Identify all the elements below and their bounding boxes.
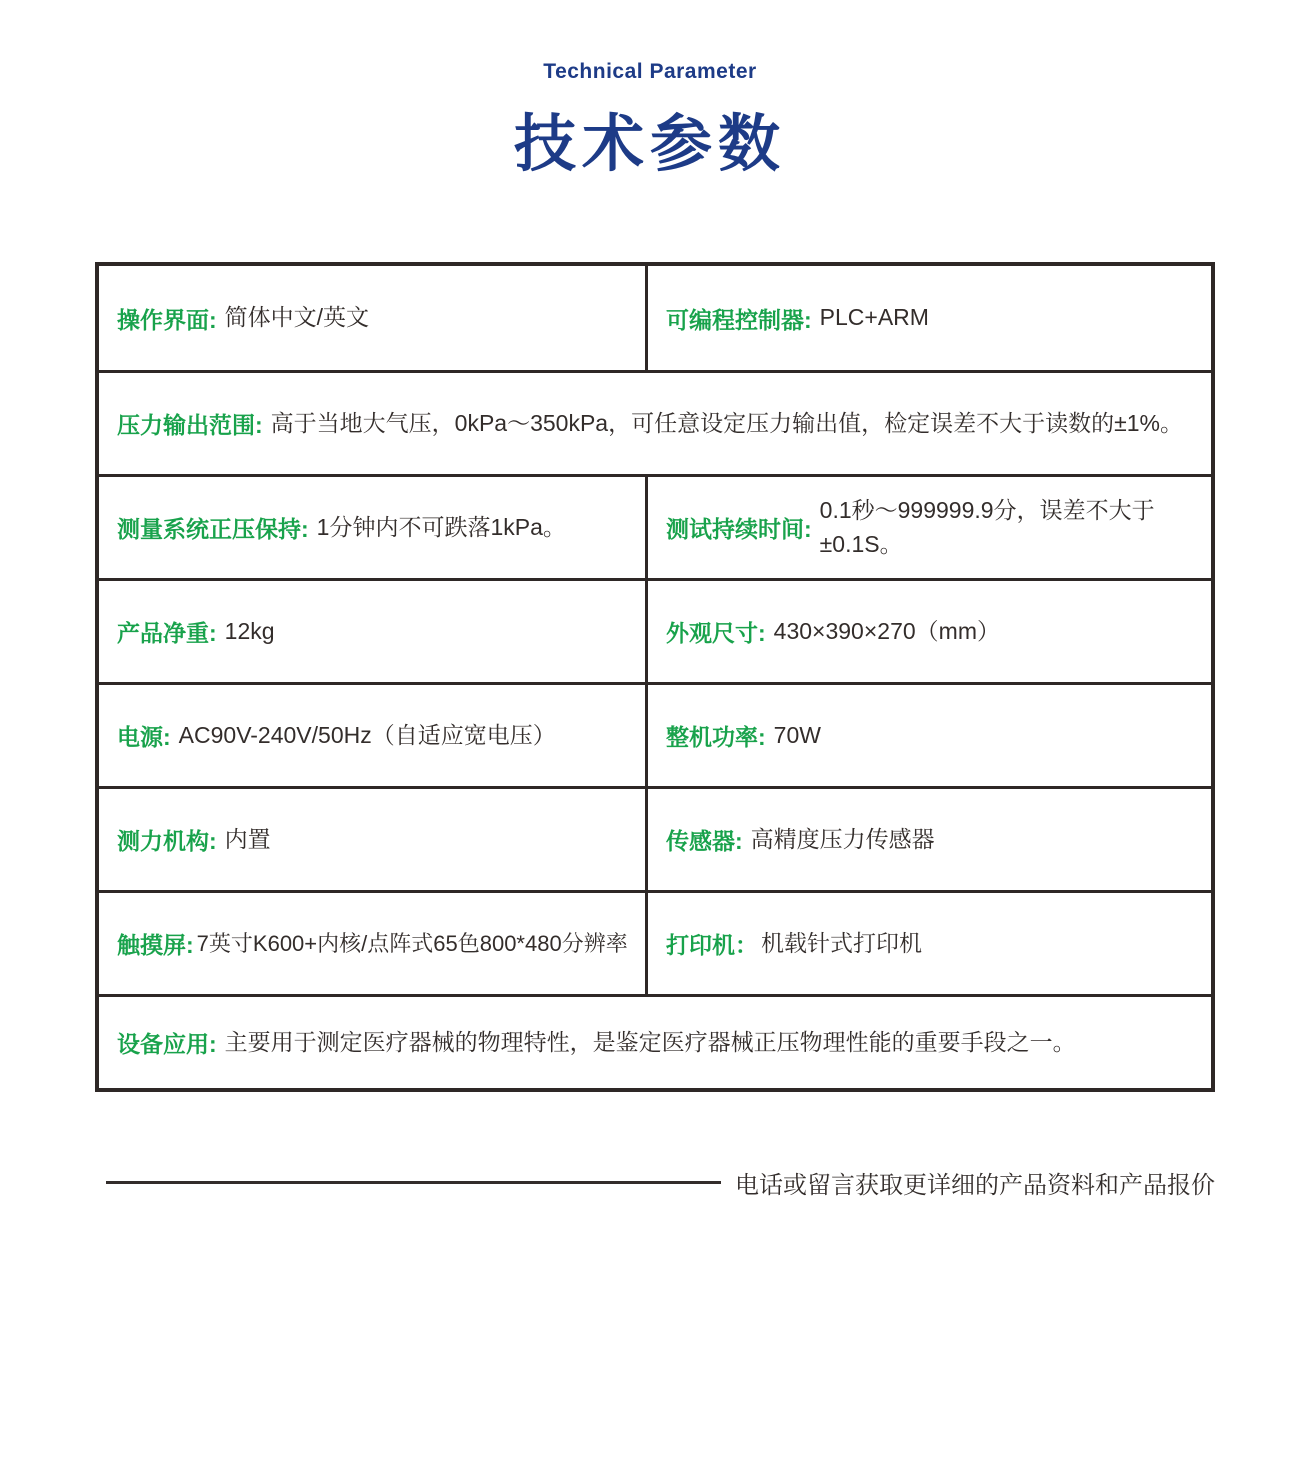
spec-cell-power xyxy=(648,685,1211,786)
spec-value: AC90V-240V/50Hz（自适应宽电压） xyxy=(178,721,556,748)
spec-cell-printer xyxy=(648,893,1211,994)
spec-label: 产品净重: xyxy=(117,620,217,646)
spec-cell-force-mechanism xyxy=(99,789,648,890)
spec-row-weight xyxy=(99,578,1211,682)
spec-cell-power-supply xyxy=(99,685,648,786)
spec-cell-pressure-hold xyxy=(99,477,648,578)
spec-value: 高于当地大气压，0kPa～350kPa，可任意设定压力输出值，检定误差不大于读数的±1%。 xyxy=(270,409,1183,436)
footer xyxy=(95,1157,1215,1207)
spec-label: 可编程控制器: xyxy=(666,306,812,333)
spec-label: 设备应用: xyxy=(117,1031,217,1057)
spec-value: 0.1秒～999999.9分，误差不大于±0.1S。 xyxy=(819,497,1155,557)
spec-label: 测力机构: xyxy=(117,828,217,854)
spec-row-touchscreen xyxy=(99,890,1211,994)
spec-row-pressure-hold xyxy=(99,474,1211,578)
spec-cell-weight xyxy=(99,581,648,682)
spec-cell-sensor xyxy=(648,789,1211,890)
spec-label: 整机功率: xyxy=(666,724,766,750)
spec-label: 打印机： xyxy=(666,932,758,958)
spec-label: 测试持续时间: xyxy=(666,516,812,542)
spec-row-force-mechanism xyxy=(99,786,1211,890)
spec-row-pressure-range xyxy=(99,370,1211,474)
spec-value: 7英寸K600+内核/点阵式65色800*480分辨率 xyxy=(196,930,628,956)
spec-value: 70W xyxy=(773,721,821,748)
spec-cell-touchscreen xyxy=(99,893,648,994)
spec-row-interface xyxy=(99,266,1211,370)
spec-value: 12kg xyxy=(224,617,275,644)
spec-cell-interface xyxy=(99,266,648,370)
spec-value: 简体中文/英文 xyxy=(224,304,370,331)
spec-label: 测量系统正压保持: xyxy=(117,516,309,542)
spec-value: 机载针式打印机 xyxy=(761,929,922,956)
spec-cell-application xyxy=(99,997,1211,1088)
spec-value: 430×390×270（mm） xyxy=(773,617,1000,644)
spec-label: 操作界面: xyxy=(117,306,217,333)
spec-row-application xyxy=(99,994,1211,1088)
spec-table xyxy=(95,262,1215,1092)
subtitle-en: Technical Parameter xyxy=(543,60,757,83)
spec-cell-controller xyxy=(648,266,1211,370)
contact-note: 电话或留言获取更详细的产品资料和产品报价 xyxy=(735,1171,1215,1199)
spec-label: 触摸屏: xyxy=(117,932,194,958)
spec-label: 压力输出范围: xyxy=(117,412,263,438)
spec-value: 主要用于测定医疗器械的物理特性，是鉴定医疗器械正压物理性能的重要手段之一。 xyxy=(224,1028,1076,1055)
spec-label: 传感器: xyxy=(666,828,743,854)
spec-value: PLC+ARM xyxy=(819,304,929,331)
spec-row-power-supply xyxy=(99,682,1211,786)
spec-value: 高精度压力传感器 xyxy=(750,825,935,852)
spec-value: 内置 xyxy=(224,825,271,852)
spec-cell-test-duration xyxy=(648,477,1211,578)
page-title: 技术参数 xyxy=(513,110,786,179)
spec-label: 外观尺寸: xyxy=(666,620,766,646)
spec-value: 1分钟内不可跌落1kPa。 xyxy=(316,513,566,540)
spec-cell-dimensions xyxy=(648,581,1211,682)
divider-line xyxy=(106,1181,721,1184)
spec-label: 电源: xyxy=(117,724,171,750)
spec-cell-pressure-range xyxy=(99,373,1211,474)
